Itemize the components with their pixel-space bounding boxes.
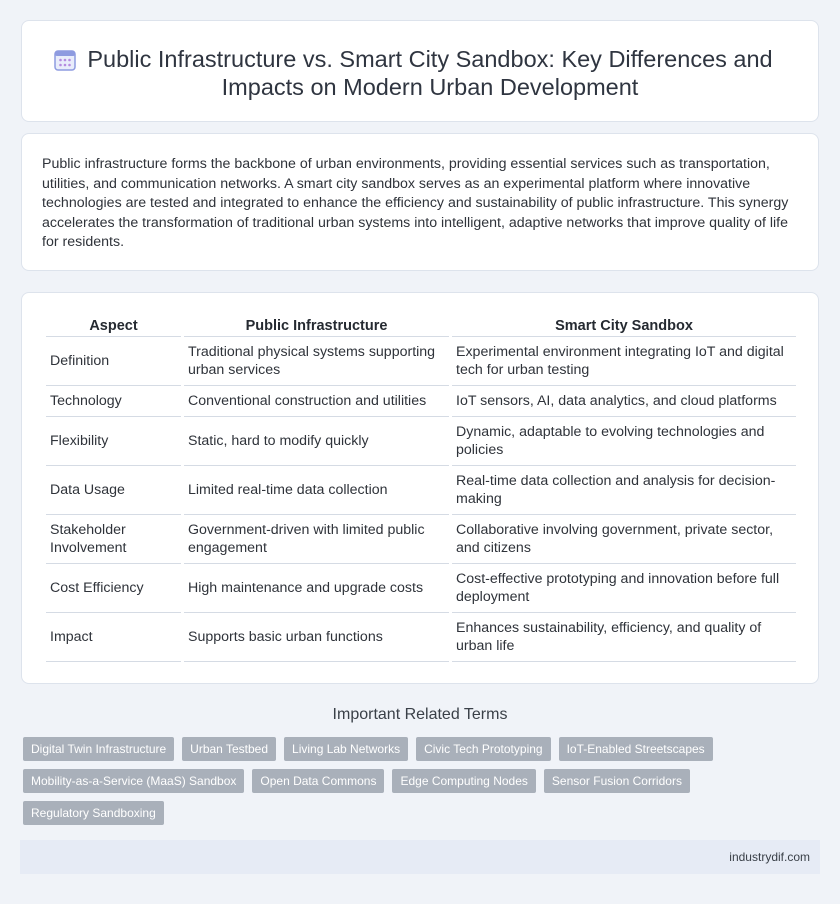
table-cell: Impact bbox=[46, 613, 181, 662]
table-header-row bbox=[46, 317, 796, 337]
table-cell: Stakeholder Involvement bbox=[46, 515, 181, 564]
related-term-tag[interactable]: Open Data Commons bbox=[252, 769, 384, 793]
table-row bbox=[46, 564, 796, 613]
table-cell: Collaborative involving government, private sector, and citizens bbox=[452, 515, 796, 564]
table-cell: Flexibility bbox=[46, 417, 181, 466]
related-term-tag[interactable]: Edge Computing Nodes bbox=[392, 769, 535, 793]
table-cell: Supports basic urban functions bbox=[184, 613, 449, 662]
intro-paragraph: Public infrastructure forms the backbone of urban environments, providing essential services such as transportation, utilities, and communication networks. A smart city sandbox serves as an experimental platform where innovative technologies are tested and integrated to enhance the efficiency and sustainability of public infrastructure. This synergy accelerates the transformation of traditional urban systems into intelligent, adaptive networks that improve quality of life for residents. bbox=[42, 156, 789, 250]
table-cell: Cost Efficiency bbox=[46, 564, 181, 613]
table-row bbox=[46, 613, 796, 662]
comparison-card bbox=[21, 292, 819, 684]
table-row bbox=[46, 386, 796, 417]
comparison-table bbox=[43, 317, 799, 662]
related-term-tag[interactable]: Digital Twin Infrastructure bbox=[23, 737, 174, 761]
title-card bbox=[21, 20, 819, 122]
table-cell: Definition bbox=[46, 337, 181, 386]
table-row bbox=[46, 417, 796, 466]
related-terms-list bbox=[23, 737, 713, 825]
table-cell: Conventional construction and utilities bbox=[184, 386, 449, 417]
related-term-tag[interactable]: Living Lab Networks bbox=[284, 737, 408, 761]
table-cell: High maintenance and upgrade costs bbox=[184, 564, 449, 613]
table-cell: Experimental environment integrating IoT and digital tech for urban testing bbox=[452, 337, 796, 386]
table-cell: Static, hard to modify quickly bbox=[184, 417, 449, 466]
header-public-infrastructure: Public Infrastructure bbox=[184, 317, 449, 337]
header-aspect: Aspect bbox=[46, 317, 181, 337]
related-term-tag[interactable]: Sensor Fusion Corridors bbox=[544, 769, 690, 793]
table-row bbox=[46, 515, 796, 564]
related-term-tag[interactable]: IoT-Enabled Streetscapes bbox=[559, 737, 713, 761]
header-smart-city-sandbox: Smart City Sandbox bbox=[452, 317, 796, 337]
table-row bbox=[46, 337, 796, 386]
related-term-tag[interactable]: Mobility-as-a-Service (MaaS) Sandbox bbox=[23, 769, 244, 793]
related-terms-heading: Important Related Terms bbox=[332, 706, 508, 723]
footer-bar bbox=[20, 840, 820, 874]
table-cell: Cost-effective prototyping and innovation before full deployment bbox=[452, 564, 796, 613]
table-row bbox=[46, 466, 796, 515]
table-cell: Technology bbox=[46, 386, 181, 417]
table-cell: Enhances sustainability, efficiency, and quality of urban life bbox=[452, 613, 796, 662]
related-term-tag[interactable]: Regulatory Sandboxing bbox=[23, 801, 164, 825]
table-cell: Dynamic, adaptable to evolving technologies and policies bbox=[452, 417, 796, 466]
table-cell: Traditional physical systems supporting urban services bbox=[184, 337, 449, 386]
table-cell: Real-time data collection and analysis for decision-making bbox=[452, 466, 796, 515]
footer-site-link[interactable]: industrydif.com bbox=[729, 850, 810, 864]
intro-card bbox=[21, 133, 819, 271]
table-cell: Limited real-time data collection bbox=[184, 466, 449, 515]
table-cell: Data Usage bbox=[46, 466, 181, 515]
page-title: Public Infrastructure vs. Smart City Sandbox: Key Differences and Impacts on Modern Urban Development bbox=[87, 46, 773, 100]
table-cell: Government-driven with limited public engagement bbox=[184, 515, 449, 564]
related-term-tag[interactable]: Civic Tech Prototyping bbox=[416, 737, 551, 761]
table-cell: IoT sensors, AI, data analytics, and cloud platforms bbox=[452, 386, 796, 417]
related-term-tag[interactable]: Urban Testbed bbox=[182, 737, 276, 761]
